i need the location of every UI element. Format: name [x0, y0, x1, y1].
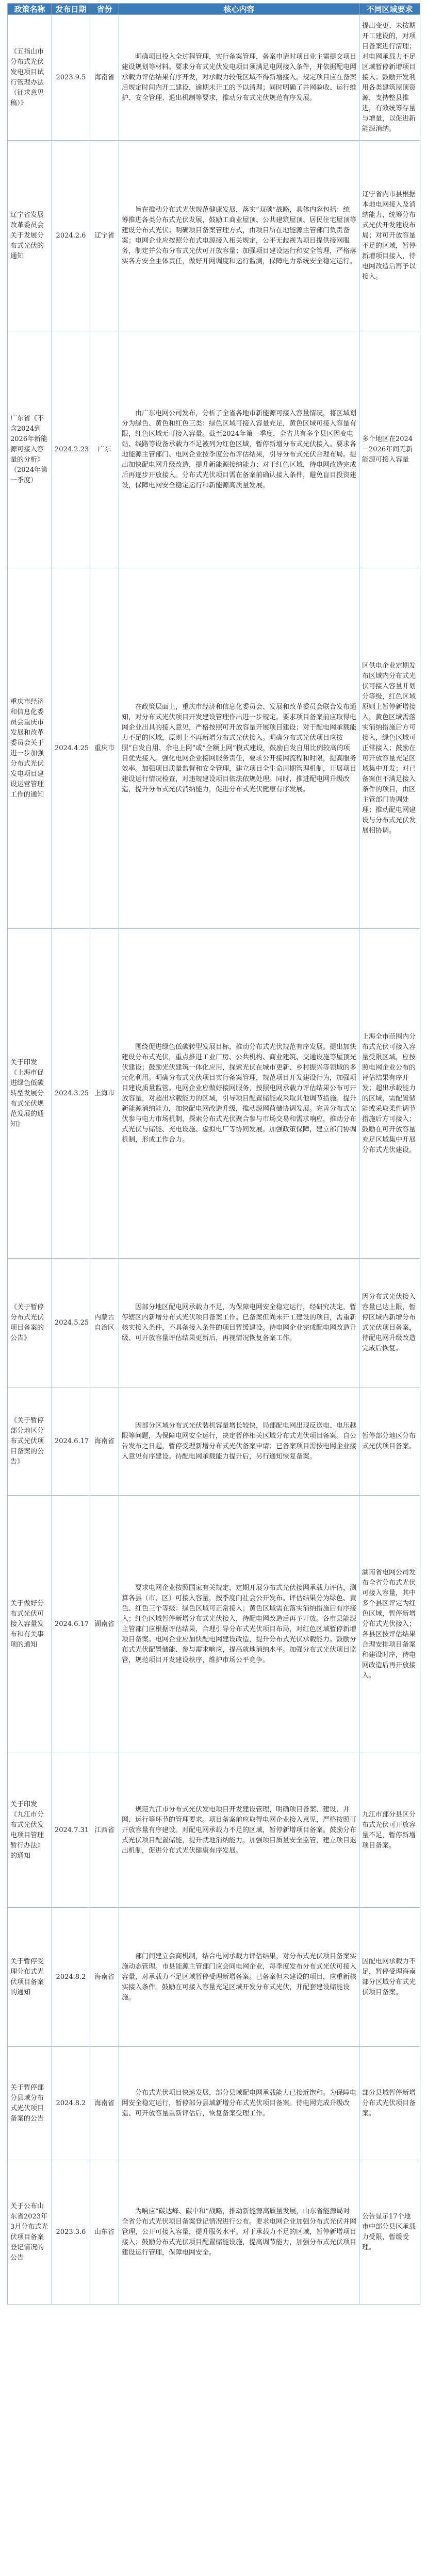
core-content-cell: 因部分地区配电网承载力不足，为保障电网安全稳定运行，经研究决定，暂停辖区内新增分布式光伏项目备案工作。已备案但尚未开工建设的项目，需重新核实接入条件，不具备接入条件的项目暂缓建设。待电网企业完成配电网改造升级、可开放容量评估结果更新后，再视情况恢复备案工作。	[119, 1259, 359, 1387]
policy-name-cell: 关于印发《上海市促进绿色低碳转型发展分布式光伏规范发展的通知》	[8, 929, 52, 1259]
province-cell: 上海市	[90, 929, 119, 1259]
publish-date-cell: 2024.2.6	[52, 141, 90, 331]
publish-date-cell: 2024.2.23	[52, 331, 90, 568]
header-core-content: 核心内容	[119, 4, 359, 15]
table-row	[8, 568, 420, 929]
core-content-cell: 围绕促进绿色低碳转型发展目标，推动分布式光伏规范有序发展。提出加快建设分布式光伏，重点推进工业厂房、公共机构、商业建筑、交通设施等屋顶光伏建设；鼓励光伏建筑一体化应用，探索光伏在城市更新、乡村振兴等领域的多元化利用。明确分布式光伏项目实行备案管理，规范项目开发建设行为，加强项目建设质量监管。电网企业应做好接网服务，按照电网承载力评估结果公布可开放容量，对超出承载能力的区域，引导项目配置储能或采取其他调节措施。提升新能源消纳能力，加快配电网改造升级，推动源网荷储协调发展。完善分布式光伏参与电力市场机制，探索分布式光伏聚合参与市场交易和需求响应，推动分布式光伏与储能、充电设施、虚拟电厂等协同发展。加强政策保障，建立部门协调机制，形成工作合力。	[119, 929, 359, 1259]
table-row	[8, 141, 420, 331]
policy-name-cell: 重庆市经济和信息化委员会重庆市发展和改革委员会关于进一步加强分布式光伏发电项目建设运营管理工作的通知	[8, 568, 52, 929]
core-content-cell: 为响应“碳达峰、碳中和”战略，推动新能源高质量发展，山东省能源局对全省分布式光伏项目备案登记情况进行公布。要求电网企业加强分布式光伏并网管理，公开可接入容量，提升服务水平。对于承载力不足的区域，暂停新增项目接入；鼓励分布式光伏项目配置储能设施，提高调节能力，加强分布式光伏项目建设运行管理，保障电网安全。	[119, 2160, 359, 2304]
regional-requirement-cell: 暂停部分地区分布式光伏项目备案。	[359, 1387, 420, 1496]
province-cell: 海南省	[90, 15, 119, 141]
core-content-cell: 因部分区域分布式光伏装机容量增长较快，局部配电网出现反送电、电压越限等问题，为保障电网安全运行，决定暂停相关区域分布式光伏项目备案。自公告发布之日起，暂停受理新增分布式光伏备案申请；已备案项目需按电网企业接入意见有序建设。待配电网承载能力提升后，另行通知恢复备案。	[119, 1387, 359, 1496]
regional-requirement-cell: 因分布式光伏接入容量已达上限，暂停区域内新增分布式光伏项目备案，待配电网升级改造完成后恢复。	[359, 1259, 420, 1387]
regional-requirement-cell: 因配电网承载力不足，暂停受理海南部分区域分布式光伏项目备案。	[359, 1908, 420, 2047]
table-row	[8, 1753, 420, 1908]
policy-name-cell: 关于公布山东省2023年3月分布式光伏项目备案登记情况的公告	[8, 2160, 52, 2304]
province-cell: 江西省	[90, 1753, 119, 1908]
table-row	[8, 1496, 420, 1753]
policy-name-cell: 《关于暂停部分地区分布式光伏项目备案的公告》	[8, 1387, 52, 1496]
core-content-cell: 要求电网企业按照国家有关规定，定期开展分布式光伏接网承载力评估，测算各县（市、区）可接入容量，按季度向社会公开发布。评估结果分为绿色、黄色、红色三个等级：绿色区域可正常接入；黄色区域需在落实消纳措施后有序接入；红色区域暂停新增分布式光伏接入，待配电网改造后再予开放。各市县能源主管部门应根据评估结果，合理引导分布式光伏项目布局，对红色区域暂停新增项目备案。电网企业应加快配电网建设改造，提升分布式光伏承载能力。鼓励分布式光伏配置储能、参与需求响应，提高就地消纳水平。加强分布式光伏项目监管，规范项目开发建设秩序，维护市场公平竞争。	[119, 1496, 359, 1753]
province-cell: 辽宁省	[90, 141, 119, 331]
core-content-cell: 部门间建立会商机制，结合电网承载力评估结果，对分布式光伏项目备案实施动态管理。市县能源主管部门应会同电网企业，每季度发布分布式光伏可接入容量，对承载力不足区域暂停受理新增备案。已备案但未建设的项目，应重新核实接入条件。鼓励在可接入容量充足区域开发分布式光伏，并配套建设储能设施。	[119, 1908, 359, 2047]
province-cell: 湖南省	[90, 1496, 119, 1753]
policy-name-cell: 关于印发《九江市分布式光伏发电项目管理暂行办法》的通知	[8, 1753, 52, 1908]
publish-date-cell: 2024.6.17	[52, 1387, 90, 1496]
core-content-cell: 规范九江市分布式光伏发电项目开发建设管理，明确项目备案、建设、并网、运行等环节的管理要求。项目备案前应取得电网企业接入意见，严格按照可开放容量有序建设。对配电网承载力不足的区域，暂停新增项目备案。鼓励分布式光伏项目配置储能，提升就地消纳能力。加强项目质量安全监管，建立项目退出机制，促进分布式光伏健康有序发展。	[119, 1753, 359, 1908]
header-publish-date: 发布日期	[52, 4, 90, 15]
regional-requirement-cell: 多个地区在2024－2026年间无新能源可接入容量	[359, 331, 420, 568]
table-row	[8, 331, 420, 568]
table-row	[8, 2160, 420, 2304]
header-policy-name: 政策名称	[8, 4, 52, 15]
table-row	[8, 15, 420, 141]
province-cell: 内蒙古自治区	[90, 1259, 119, 1387]
table-body	[8, 15, 420, 2304]
table-row	[8, 2047, 420, 2160]
table-row	[8, 1387, 420, 1496]
regional-requirement-cell: 辽宁省内市县根据本地电网接入及消纳能力，统筹分布式光伏开发建设布局；对可开放容量不足的区域，暂停新增项目接入，待电网改造后再予以接入。	[359, 141, 420, 331]
province-cell: 海南省	[90, 1387, 119, 1496]
province-cell: 海南省	[90, 2047, 119, 2160]
publish-date-cell: 2024.7.31	[52, 1753, 90, 1908]
regional-requirement-cell: 湖南省电网公司发布全省分布式光伏可接入容量，其中多个县区评定为红色区域，暂停新增分布式光伏接入；各县区按评估结果合理安排项目备案和建设时序，待电网改造后再开放接入。	[359, 1496, 420, 1753]
policy-table	[7, 3, 420, 2304]
regional-requirement-cell: 九江市部分县区分布式光伏可开放容量不足，暂停新增项目备案。	[359, 1753, 420, 1908]
policy-name-cell: 《关于暂停分布式光伏项目备案的公告》	[8, 1259, 52, 1387]
policy-name-cell: 关于暂停部分县域分布式光伏项目备案的公告	[8, 2047, 52, 2160]
publish-date-cell: 2024.5.25	[52, 1259, 90, 1387]
core-content-cell: 旨在推动分布式光伏规范健康发展，落实“双碳”战略，具体内容包括：统筹推进各类分布式光伏发展，鼓励工商业屋顶、公共建筑屋顶、居民住宅屋顶等建设分布式光伏；明确项目备案管理方式，由项目所在地能源主管部门负责备案；电网企业应按照分布式电源接入相关规定，公平无歧视为项目提供接网服务，制定并公布分布式光伏可开放容量；加强项目建设运行和安全管理，严格落实各方安全主体责任，做好并网调度和运行监测，保障电力系统安全稳定运行。	[119, 141, 359, 331]
province-cell: 重庆市	[90, 568, 119, 929]
province-cell: 广东	[90, 331, 119, 568]
policy-name-cell: 关于暂停受理分布式光伏项目备案的通知	[8, 1908, 52, 2047]
publish-date-cell: 2023.9.5	[52, 15, 90, 141]
policy-name-cell: 广东省《不含2024到2026年新能源可接入容量的分析》（2024年第一季度）	[8, 331, 52, 568]
regional-requirement-cell: 提出变更、未按期开工建设的，对项目备案进行清理；对电网承载力不足区域暂停新增项目接入；鼓励开发利用各类建筑屋顶资源，支持整县推进，有效统筹存量与增量，以促进新能源消纳。	[359, 15, 420, 141]
core-content-cell: 由广东电网公司发布，分析了全省各地市新能源可接入容量情况，将区域划分为绿色、黄色和红色三类：绿色区域可接入容量充足，黄色区域可接入容量有限，红色区域无可接入容量。截至2024年第一季度，全省共有多个县区因变电站、线路等设备承载力不足被列为红色区域，暂停新增分布式光伏接入。要求各地能源主管部门、电网企业按季度公布评估结果，引导分布式光伏合理布局。提出加快配电网升级改造，提升新能源接纳能力；对于红色区域，待电网改造完成后再逐步开放接入。分布式光伏项目需在备案前确认接入条件，避免盲目投资建设，保障电网安全稳定运行和新能源高质量发展。	[119, 331, 359, 568]
publish-date-cell: 2024.4.25	[52, 568, 90, 929]
publish-date-cell: 2023.3.6	[52, 2160, 90, 2304]
table-row	[8, 929, 420, 1259]
regional-requirement-cell: 公告显示17个地市中部分县区承载力受限，暂缓受理。	[359, 2160, 420, 2304]
header-province: 省份	[90, 4, 119, 15]
policy-name-cell: 《五指山市分布式光伏发电项目试行管理办法（征求意见稿）》	[8, 15, 52, 141]
publish-date-cell: 2024.8.2	[52, 2047, 90, 2160]
policy-name-cell: 关于做好分布式光伏可接入容量发布和有关事项的通知	[8, 1496, 52, 1753]
publish-date-cell: 2024.8.2	[52, 1908, 90, 2047]
core-content-cell: 明确项目投入全过程管理，实行备案管理，备案申请时项目业主需提交项目建设规划等材料。要求分布式光伏发电项目须满足电网接入条件，并依据配电网承载力评估结果有序开发，对承载力较低区域不得新增接入。规定项目应在备案后规定时间内开工建设，逾期未开工的予以清理；同时明确了并网验收、运行维护、安全管理、退出机制等要求，推动分布式光伏规范有序发展。	[119, 15, 359, 141]
core-content-cell: 分布式光伏项目快速发展，部分县域配电网承载能力已接近饱和。为保障电网安全稳定运行，暂停部分县域新增分布式光伏项目备案。待电网完成升级改造、可开放容量重新评估后，恢复备案受理工作。	[119, 2047, 359, 2160]
core-content-cell: 在政策层面上，重庆市经济和信息化委员会、发展和改革委员会联合发布通知，对分布式光伏项目开发建设管理作出进一步规定。要求项目备案前应取得电网企业出具的接入意见，严格按照可开放容量开展项目建设；对于配电网承载能力不足的区域，原则上不再新增分布式光伏接入。明确分布式光伏项目应按照“自发自用、余电上网”或“全额上网”模式建设，鼓励自发自用比例较高的项目优先接入。强化电网企业接网服务责任，要求公开接网流程和时限，提高服务效率。加强项目质量监督和安全管理，建立项目全生命周期管理机制，开展项目建设运行情况检查，对违规建设项目依法依规处理。同时，推进配电网升级改造，提升分布式光伏消纳能力，促进分布式光伏健康有序发展。	[119, 568, 359, 929]
publish-date-cell: 2024.6.17	[52, 1496, 90, 1753]
regional-requirement-cell: 部分县域暂停新增分布式光伏项目备案。	[359, 2047, 420, 2160]
policy-name-cell: 辽宁省发展改革委员会关于发展分布式光伏的通知	[8, 141, 52, 331]
regional-requirement-cell: 区供电企业定期发布区域内分布式光伏可接入容量并划分等级，红色区域原则上暂停新增接入，黄色区域需落实消纳措施后方可接入，绿色区域可正常接入；鼓励在可开放容量充足区域集中开发；对已备案但不满足接入条件的项目，由区主管部门协调处理；推动配电网建设与分布式光伏发展相协调。	[359, 568, 420, 929]
province-cell: 山东省	[90, 2160, 119, 2304]
header-regional-requirements: 不同区域要求	[359, 4, 420, 15]
table-row	[8, 1908, 420, 2047]
publish-date-cell: 2024.3.25	[52, 929, 90, 1259]
regional-requirement-cell: 上海全市范围内分布式光伏可接入容量受限区域，应按照电网企业公布的评估结果有序开发；超出承载能力的区域，需配置储能或采取柔性调节措施后方可接入；鼓励在可开放容量充足区域集中开展分布式光伏建设。	[359, 929, 420, 1259]
table-row	[8, 1259, 420, 1387]
province-cell: 海南省	[90, 1908, 119, 2047]
table-header-row	[8, 4, 420, 15]
